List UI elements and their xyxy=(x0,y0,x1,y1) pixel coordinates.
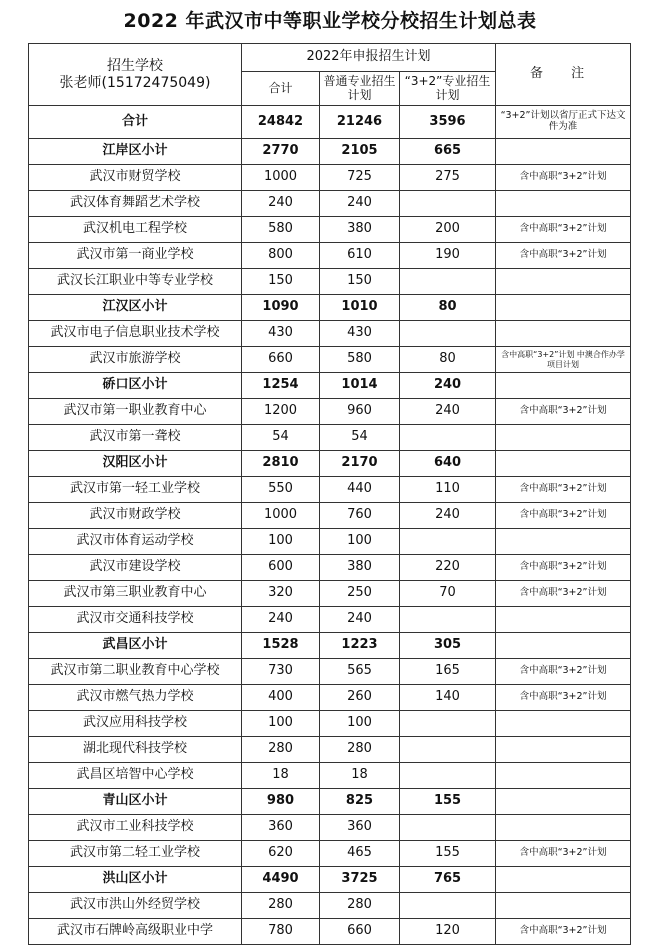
note-cell xyxy=(496,425,631,451)
total-cell: 600 xyxy=(242,555,320,581)
grand-total-note: “3+2”计划以省厅正式下达文件为准 xyxy=(496,106,631,139)
table-row xyxy=(29,269,631,295)
school-name-cell: 武汉市第一职业教育中心 xyxy=(29,399,242,425)
school-name-cell: 武汉市第一轻工业学校 xyxy=(29,477,242,503)
school-name-cell: 武汉市第二轻工业学校 xyxy=(29,841,242,867)
total-cell: 280 xyxy=(242,737,320,763)
note-cell: 含中高职“3+2”计划 xyxy=(496,503,631,529)
three-two-plan-cell: 240 xyxy=(400,399,496,425)
note-cell xyxy=(496,789,631,815)
school-name-cell: 武汉市燃气热力学校 xyxy=(29,685,242,711)
three-two-plan-cell xyxy=(400,529,496,555)
three-two-plan-cell: 305 xyxy=(400,633,496,659)
note-cell xyxy=(496,893,631,919)
general-plan-cell: 380 xyxy=(320,555,400,581)
three-two-plan-cell: 665 xyxy=(400,139,496,165)
three-two-plan-cell: 765 xyxy=(400,867,496,893)
school-name-cell: 武汉机电工程学校 xyxy=(29,217,242,243)
school-name-cell: 武汉市第二职业教育中心学校 xyxy=(29,659,242,685)
general-plan-cell: 2170 xyxy=(320,451,400,477)
general-plan-cell: 430 xyxy=(320,321,400,347)
general-plan-cell: 380 xyxy=(320,217,400,243)
general-plan-cell: 360 xyxy=(320,815,400,841)
school-name-cell: 武汉市财贸学校 xyxy=(29,165,242,191)
table-row xyxy=(29,685,631,711)
three-two-plan-cell: 155 xyxy=(400,841,496,867)
general-plan-cell: 280 xyxy=(320,893,400,919)
total-cell: 280 xyxy=(242,893,320,919)
table-row xyxy=(29,529,631,555)
table-row xyxy=(29,893,631,919)
table-row xyxy=(29,399,631,425)
note-cell: 含中高职“3+2”计划 xyxy=(496,399,631,425)
general-plan-cell: 18 xyxy=(320,763,400,789)
note-cell xyxy=(496,191,631,217)
table-row xyxy=(29,737,631,763)
three-two-plan-cell xyxy=(400,607,496,633)
school-name-cell: 武汉市电子信息职业技术学校 xyxy=(29,321,242,347)
school-name-cell: 武汉市第三职业教育中心 xyxy=(29,581,242,607)
general-plan-cell: 250 xyxy=(320,581,400,607)
school-name-cell: 武汉市第一商业学校 xyxy=(29,243,242,269)
three-two-plan-cell xyxy=(400,321,496,347)
school-name-cell: 武汉市财政学校 xyxy=(29,503,242,529)
general-plan-cell: 1010 xyxy=(320,295,400,321)
total-cell: 430 xyxy=(242,321,320,347)
school-name-cell: 武汉市建设学校 xyxy=(29,555,242,581)
note-cell: 含中高职“3+2”计划 xyxy=(496,685,631,711)
total-cell: 18 xyxy=(242,763,320,789)
three-two-plan-cell xyxy=(400,711,496,737)
general-plan-header: 普通专业招生计划 xyxy=(320,72,400,106)
three-two-plan-cell xyxy=(400,425,496,451)
total-cell: 800 xyxy=(242,243,320,269)
general-plan-cell: 150 xyxy=(320,269,400,295)
grand-total-total: 24842 xyxy=(242,106,320,139)
total-cell: 320 xyxy=(242,581,320,607)
school-name-cell: 武昌区培智中心学校 xyxy=(29,763,242,789)
total-cell: 1000 xyxy=(242,165,320,191)
table-row xyxy=(29,763,631,789)
three-two-plan-cell: 140 xyxy=(400,685,496,711)
school-name-cell: 硚口区小计 xyxy=(29,373,242,399)
total-cell: 1254 xyxy=(242,373,320,399)
total-cell: 2810 xyxy=(242,451,320,477)
three-two-plan-cell: 240 xyxy=(400,373,496,399)
school-name-cell: 武汉体育舞蹈艺术学校 xyxy=(29,191,242,217)
school-name-cell: 湖北现代科技学校 xyxy=(29,737,242,763)
table-row xyxy=(29,347,631,373)
table-row xyxy=(29,503,631,529)
note-cell xyxy=(496,763,631,789)
school-name-cell: 武汉市体育运动学校 xyxy=(29,529,242,555)
general-plan-cell: 3725 xyxy=(320,867,400,893)
total-cell: 400 xyxy=(242,685,320,711)
subtotal-row xyxy=(29,373,631,399)
note-cell: 含中高职“3+2”计划 xyxy=(496,581,631,607)
contact-label: 张老师(15172475049) xyxy=(59,74,211,91)
remark-header: 备 注 xyxy=(496,44,631,106)
subtotal-row xyxy=(29,451,631,477)
note-cell: 含中高职“3+2”计划 xyxy=(496,555,631,581)
table-row xyxy=(29,165,631,191)
note-cell xyxy=(496,607,631,633)
grand-total-three-two: 3596 xyxy=(400,106,496,139)
general-plan-cell: 465 xyxy=(320,841,400,867)
general-plan-cell: 280 xyxy=(320,737,400,763)
note-cell: 含中高职“3+2”计划 中澳合作办学项目计划 xyxy=(496,347,631,373)
three-two-plan-cell: 165 xyxy=(400,659,496,685)
general-plan-cell: 1223 xyxy=(320,633,400,659)
total-cell: 1200 xyxy=(242,399,320,425)
subtotal-row xyxy=(29,867,631,893)
three-two-plan-cell: 240 xyxy=(400,503,496,529)
note-cell xyxy=(496,321,631,347)
table-row xyxy=(29,555,631,581)
three-two-plan-cell: 110 xyxy=(400,477,496,503)
total-cell: 240 xyxy=(242,607,320,633)
total-cell: 550 xyxy=(242,477,320,503)
three-two-plan-cell xyxy=(400,763,496,789)
school-name-cell: 江岸区小计 xyxy=(29,139,242,165)
note-cell xyxy=(496,633,631,659)
table-row xyxy=(29,815,631,841)
note-cell xyxy=(496,867,631,893)
note-cell: 含中高职“3+2”计划 xyxy=(496,919,631,945)
page-title: 2022 年武汉市中等职业学校分校招生计划总表 xyxy=(123,10,537,32)
note-cell xyxy=(496,451,631,477)
note-cell xyxy=(496,711,631,737)
total-cell: 1090 xyxy=(242,295,320,321)
school-name-cell: 武汉市第一聋校 xyxy=(29,425,242,451)
note-cell xyxy=(496,373,631,399)
grand-total-name: 合计 xyxy=(29,106,242,139)
general-plan-cell: 580 xyxy=(320,347,400,373)
general-plan-cell: 240 xyxy=(320,191,400,217)
three-two-plan-cell: 80 xyxy=(400,295,496,321)
school-name-cell: 江汉区小计 xyxy=(29,295,242,321)
school-name-cell: 武汉市洪山外经贸学校 xyxy=(29,893,242,919)
total-cell: 980 xyxy=(242,789,320,815)
note-cell: 含中高职“3+2”计划 xyxy=(496,659,631,685)
school-name-cell: 青山区小计 xyxy=(29,789,242,815)
general-plan-cell: 825 xyxy=(320,789,400,815)
total-cell: 730 xyxy=(242,659,320,685)
general-plan-cell: 960 xyxy=(320,399,400,425)
plan-year-header: 2022年申报招生计划 xyxy=(242,44,496,72)
general-plan-cell: 100 xyxy=(320,529,400,555)
note-cell xyxy=(496,737,631,763)
general-plan-cell: 54 xyxy=(320,425,400,451)
subtotal-row xyxy=(29,789,631,815)
general-plan-cell: 565 xyxy=(320,659,400,685)
three-two-plan-cell xyxy=(400,737,496,763)
total-cell: 100 xyxy=(242,529,320,555)
table-row xyxy=(29,581,631,607)
table-row xyxy=(29,243,631,269)
school-name-cell: 洪山区小计 xyxy=(29,867,242,893)
general-plan-cell: 760 xyxy=(320,503,400,529)
table-row xyxy=(29,217,631,243)
general-plan-cell: 260 xyxy=(320,685,400,711)
grand-total-general: 21246 xyxy=(320,106,400,139)
general-plan-cell: 610 xyxy=(320,243,400,269)
total-cell: 580 xyxy=(242,217,320,243)
total-cell: 150 xyxy=(242,269,320,295)
enrollment-plan-table xyxy=(28,43,631,945)
school-name-cell: 武汉长江职业中等专业学校 xyxy=(29,269,242,295)
general-plan-cell: 240 xyxy=(320,607,400,633)
total-cell: 1528 xyxy=(242,633,320,659)
subtotal-row xyxy=(29,139,631,165)
general-plan-cell: 1014 xyxy=(320,373,400,399)
school-header-label: 招生学校 xyxy=(107,58,163,75)
note-cell: 含中高职“3+2”计划 xyxy=(496,243,631,269)
note-cell xyxy=(496,295,631,321)
three-two-plan-cell: 120 xyxy=(400,919,496,945)
total-cell: 240 xyxy=(242,191,320,217)
grand-total-row xyxy=(29,106,631,139)
three-two-plan-header: “3+2”专业招生计划 xyxy=(400,72,496,106)
table-row xyxy=(29,607,631,633)
three-two-plan-cell xyxy=(400,893,496,919)
total-cell: 660 xyxy=(242,347,320,373)
subtotal-row xyxy=(29,295,631,321)
general-plan-cell: 100 xyxy=(320,711,400,737)
general-plan-cell: 660 xyxy=(320,919,400,945)
school-name-cell: 武昌区小计 xyxy=(29,633,242,659)
total-cell: 360 xyxy=(242,815,320,841)
three-two-plan-cell: 220 xyxy=(400,555,496,581)
three-two-plan-cell xyxy=(400,269,496,295)
three-two-plan-cell: 275 xyxy=(400,165,496,191)
note-cell: 含中高职“3+2”计划 xyxy=(496,841,631,867)
total-cell: 620 xyxy=(242,841,320,867)
table-row xyxy=(29,919,631,945)
school-name-cell: 武汉市工业科技学校 xyxy=(29,815,242,841)
school-header-cell xyxy=(29,44,242,106)
total-cell: 4490 xyxy=(242,867,320,893)
school-name-cell: 武汉市石牌岭高级职业中学 xyxy=(29,919,242,945)
total-cell: 1000 xyxy=(242,503,320,529)
total-cell: 780 xyxy=(242,919,320,945)
note-cell xyxy=(496,815,631,841)
school-name-cell: 武汉市旅游学校 xyxy=(29,347,242,373)
three-two-plan-cell: 70 xyxy=(400,581,496,607)
three-two-plan-cell: 80 xyxy=(400,347,496,373)
school-name-cell: 汉阳区小计 xyxy=(29,451,242,477)
general-plan-cell: 440 xyxy=(320,477,400,503)
table-row xyxy=(29,477,631,503)
table-row xyxy=(29,711,631,737)
subtotal-row xyxy=(29,633,631,659)
note-cell xyxy=(496,269,631,295)
total-cell: 54 xyxy=(242,425,320,451)
table-row xyxy=(29,425,631,451)
three-two-plan-cell: 155 xyxy=(400,789,496,815)
school-name-cell: 武汉市交通科技学校 xyxy=(29,607,242,633)
table-row xyxy=(29,321,631,347)
three-two-plan-cell: 190 xyxy=(400,243,496,269)
total-cell: 2770 xyxy=(242,139,320,165)
general-plan-cell: 2105 xyxy=(320,139,400,165)
school-name-cell: 武汉应用科技学校 xyxy=(29,711,242,737)
note-cell: 含中高职“3+2”计划 xyxy=(496,217,631,243)
table-row xyxy=(29,659,631,685)
general-plan-cell: 725 xyxy=(320,165,400,191)
table-row xyxy=(29,841,631,867)
note-cell xyxy=(496,139,631,165)
three-two-plan-cell xyxy=(400,815,496,841)
three-two-plan-cell: 200 xyxy=(400,217,496,243)
total-header: 合计 xyxy=(242,72,320,106)
total-cell: 100 xyxy=(242,711,320,737)
note-cell: 含中高职“3+2”计划 xyxy=(496,477,631,503)
table-row xyxy=(29,191,631,217)
note-cell: 含中高职“3+2”计划 xyxy=(496,165,631,191)
three-two-plan-cell xyxy=(400,191,496,217)
three-two-plan-cell: 640 xyxy=(400,451,496,477)
note-cell xyxy=(496,529,631,555)
